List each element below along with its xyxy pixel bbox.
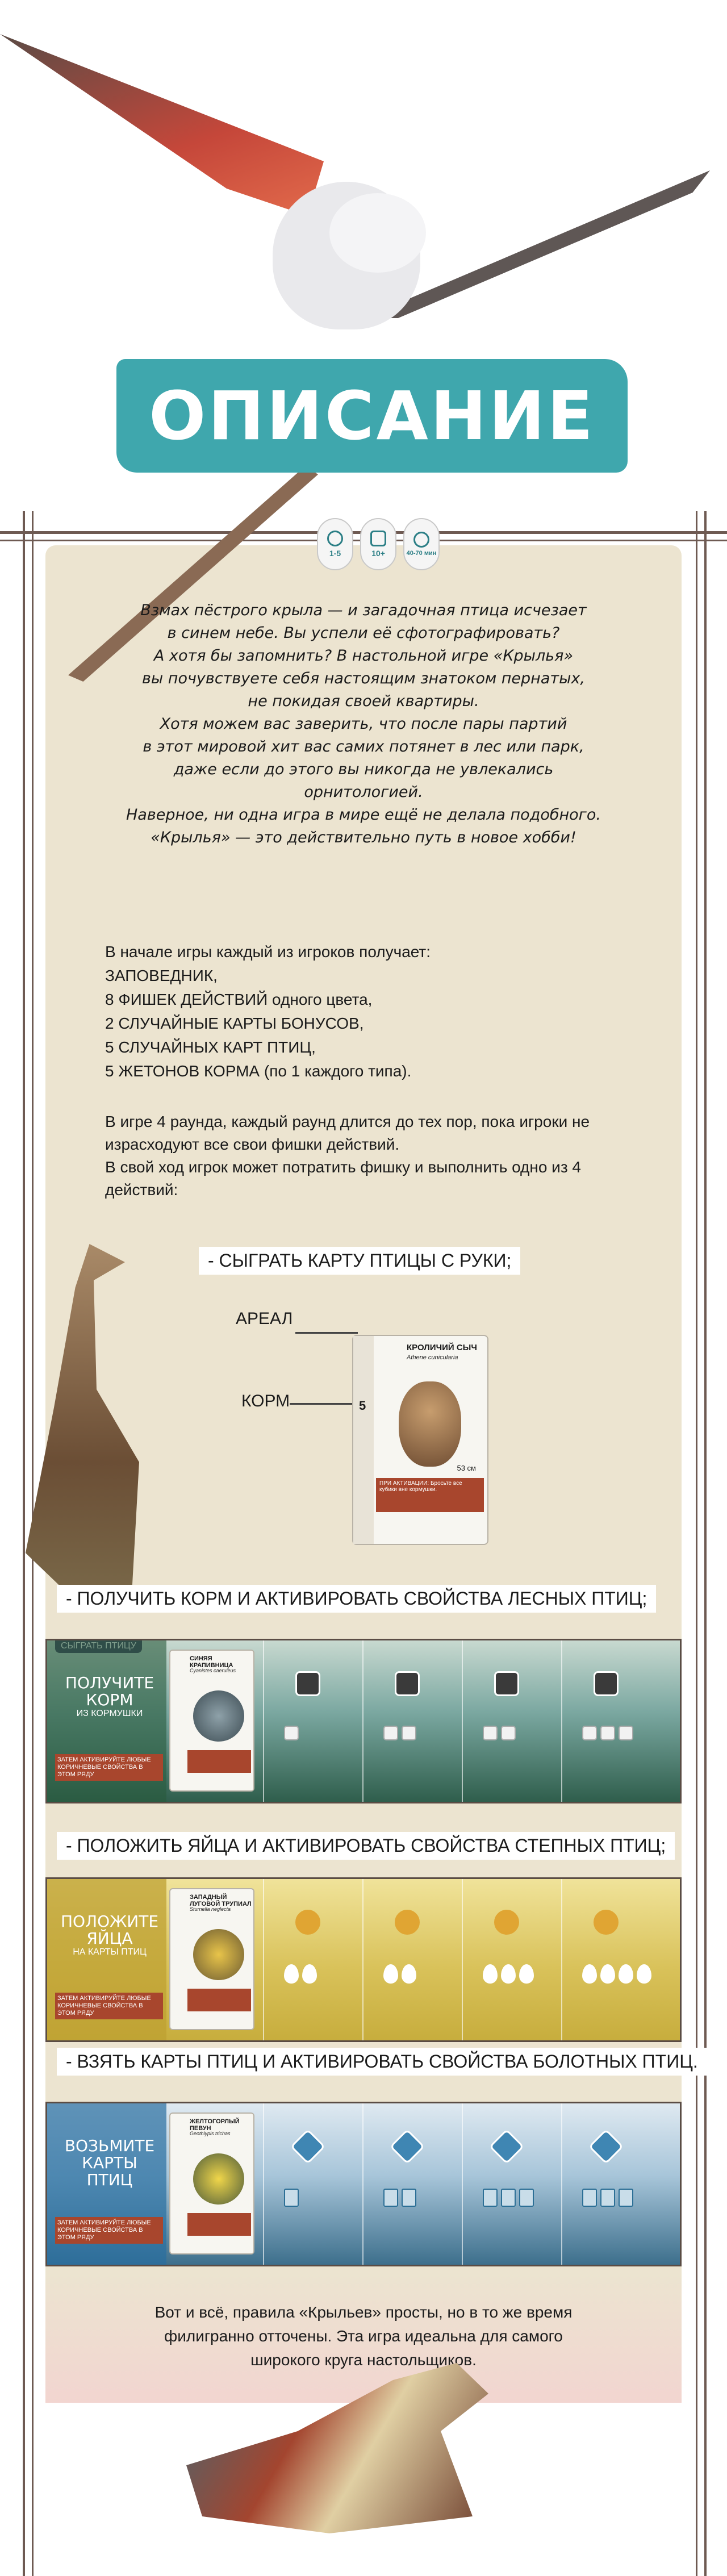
forest-slot-dice: [483, 1726, 516, 1740]
forest-slot-icon: [395, 1671, 420, 1696]
card-icon: [483, 2189, 498, 2207]
grassland-board: [45, 1877, 682, 2042]
setup-item: 2 СЛУЧАЙНЫЕ КАРТЫ БОНУСОВ,: [105, 1014, 364, 1032]
age-value: 10+: [371, 549, 385, 558]
wetland-slot: [462, 2103, 558, 2265]
intro-line: в этот мировой хит вас самих потянет в лес или парк,: [143, 738, 584, 755]
egg-icon: [402, 1964, 416, 1984]
card-icon: [519, 2189, 534, 2207]
egg-icon: [383, 1964, 398, 1984]
die: [383, 1726, 398, 1740]
forest-card-name: СИНЯЯ КРАПИВНИЦА: [190, 1655, 233, 1669]
grassland-slot-eggs: [383, 1964, 416, 1984]
egg-icon: [302, 1964, 317, 1984]
egg-icon: [582, 1964, 597, 1984]
grassland-card-power: [187, 1989, 251, 2011]
wetland-slot-cards: [383, 2189, 416, 2207]
intro-line: даже если до этого вы никогда не увлекались: [173, 761, 554, 778]
die: [284, 1726, 299, 1740]
clock-icon: [413, 532, 429, 548]
forest-slot-icon: [594, 1671, 619, 1696]
rules-paragraph-2: В свой ход игрок может потратить фишку и выполнить одно из 4 действий:: [105, 1158, 582, 1199]
forest-card-bird: [193, 1690, 244, 1742]
grassland-card-latin: Sturnella neglecta: [190, 1906, 231, 1912]
forest-slot: [561, 1640, 658, 1802]
wetland-bird-card: [169, 2112, 254, 2254]
wetland-slot-cards: [582, 2189, 633, 2207]
forest-bird-card: [169, 1650, 254, 1792]
forest-panel-sub: ИЗ КОРМУШКИ: [76, 1709, 143, 1718]
habitat-label: АРЕАЛ: [236, 1309, 293, 1328]
players-value: 1-5: [329, 549, 341, 558]
time-value: 40-70 мин: [406, 550, 437, 557]
owl-illustration: [399, 1381, 461, 1467]
setup-item: ЗАПОВЕДНИК,: [105, 967, 218, 984]
forest-slot: [263, 1640, 360, 1802]
bird-left-wing: [0, 34, 324, 216]
bird-card-points: 5: [359, 1398, 366, 1413]
bird-card-name: КРОЛИЧИЙ СЫЧ: [407, 1343, 477, 1352]
grassland-slot-icon: [295, 1910, 320, 1935]
setup-item: 5 СЛУЧАЙНЫХ КАРТ ПТИЦ,: [105, 1038, 316, 1056]
wetland-slot-icon: [390, 2129, 425, 2164]
egg-icon: [637, 1964, 651, 1984]
forest-board: [45, 1639, 682, 1803]
forest-panel: [47, 1640, 166, 1802]
outro-line: Вот и всё, правила «Крыльев» просты, но в то же время: [154, 2303, 573, 2321]
forest-panel-note: ЗАТЕМ АКТИВИРУЙТЕ ЛЮБЫЕ КОРИЧНЕВЫЕ СВОЙСТВА В ЭТОМ РЯДУ: [55, 1754, 163, 1781]
egg-icon: [519, 1964, 534, 1984]
card-icon: [501, 2189, 516, 2207]
grassland-slot: [263, 1879, 360, 2040]
intro-line: Наверное, ни одна игра в мире ещё не делала подобного.: [126, 806, 601, 824]
food-label: КОРМ: [241, 1392, 290, 1410]
wetland-card-name: ЖЕЛТОГОРЛЫЙ ПЕВУН: [190, 2118, 240, 2132]
habitat-arrow: [295, 1332, 358, 1334]
grassland-slot-eggs: [582, 1964, 651, 1984]
forest-panel-title: ПОЛУЧИТЕ КОРМ: [65, 1673, 154, 1709]
age-icon: [370, 531, 386, 546]
rules-paragraph-1: В игре 4 раунда, каждый раунд длится до тех пор, пока игроки не израсходуют все свои фишки действий.: [105, 1113, 590, 1153]
wetland-panel: [47, 2103, 166, 2265]
forest-slot: [362, 1640, 459, 1802]
forest-slot: [462, 1640, 558, 1802]
intro-line: «Крылья» — это действительно путь в новое хобби!: [151, 829, 576, 846]
wetland-card-power: [187, 2213, 251, 2236]
bird-card-power: ПРИ АКТИВАЦИИ: Бросьте все кубики вне кормушки.: [376, 1478, 484, 1512]
forest-slot-dice: [582, 1726, 633, 1740]
grassland-panel-note: ЗАТЕМ АКТИВИРУЙТЕ ЛЮБЫЕ КОРИЧНЕВЫЕ СВОЙСТВА В ЭТОМ РЯДУ: [55, 1993, 163, 2019]
wetland-slot-icon: [588, 2129, 624, 2164]
game-stats: [317, 518, 440, 570]
outro-text: [68, 2301, 659, 2372]
card-side-stripe: [353, 1336, 374, 1544]
outro-line: филигранно отточены. Эта игра идеальна для самого: [164, 2327, 563, 2345]
grassland-slot: [561, 1879, 658, 2040]
page-title: ОПИСАНИЕ: [149, 377, 595, 455]
wetland-card-latin: Geothlypis trichas: [190, 2131, 231, 2136]
action-gain-food: - ПОЛУЧИТЬ КОРМ И АКТИВИРОВАТЬ СВОЙСТВА ЛЕСНЫХ ПТИЦ;: [57, 1585, 656, 1613]
bird-card-size: 53 см: [457, 1464, 476, 1472]
die: [483, 1726, 498, 1740]
bird-card-latin: Athene cunicularia: [407, 1354, 458, 1361]
wetland-slot-cards: [284, 2189, 299, 2207]
action-play-card: - СЫГРАТЬ КАРТУ ПТИЦЫ С РУКИ;: [199, 1247, 520, 1275]
grassland-panel-sub: НА КАРТЫ ПТИЦ: [73, 1947, 147, 1957]
grassland-slot-eggs: [284, 1964, 317, 1984]
card-icon: [402, 2189, 416, 2207]
egg-icon: [600, 1964, 615, 1984]
forest-slot-icon: [295, 1671, 320, 1696]
card-icon: [619, 2189, 633, 2207]
frame-left-line: [23, 511, 25, 2576]
die: [582, 1726, 597, 1740]
die: [501, 1726, 516, 1740]
forest-slot-dice: [284, 1726, 299, 1740]
forest-card-latin: Cyanistes caeruleus: [190, 1668, 236, 1673]
wetland-slot: [362, 2103, 459, 2265]
time-stat: [403, 518, 440, 570]
wetland-slot: [561, 2103, 658, 2265]
die: [402, 1726, 416, 1740]
intro-line: вы почувствуете себя настоящим знатоком пернатых,: [141, 670, 585, 687]
card-icon: [582, 2189, 597, 2207]
setup-lead: В начале игры каждый из игроков получает:: [105, 943, 431, 961]
wetland-slot: [263, 2103, 360, 2265]
egg-icon: [501, 1964, 516, 1984]
card-icon: [284, 2189, 299, 2207]
bird-head: [329, 193, 426, 273]
outro-line: широкого круга настольщиков.: [250, 2351, 477, 2369]
wetland-panel-note: ЗАТЕМ АКТИВИРУЙТЕ ЛЮБЫЕ КОРИЧНЕВЫЕ СВОЙСТВА В ЭТОМ РЯДУ: [55, 2217, 163, 2244]
intro-text: [108, 599, 619, 849]
grassland-slot-icon: [395, 1910, 420, 1935]
setup-list: [105, 940, 616, 1083]
card-icon: [600, 2189, 615, 2207]
intro-line: не покидая своей квартиры.: [248, 692, 479, 710]
frame-right-line-2: [704, 511, 707, 2576]
age-stat: [360, 518, 396, 570]
frame-right-line: [696, 511, 697, 2576]
egg-icon: [483, 1964, 498, 1984]
grassland-bird-card: [169, 1888, 254, 2030]
grassland-slot: [362, 1879, 459, 2040]
intro-line: Хотя можем вас заверить, что после пары партий: [160, 715, 567, 733]
card-icon: [383, 2189, 398, 2207]
grassland-slot: [462, 1879, 558, 2040]
action-lay-eggs: - ПОЛОЖИТЬ ЯЙЦА И АКТИВИРОВАТЬ СВОЙСТВА СТЕПНЫХ ПТИЦ;: [57, 1832, 675, 1860]
players-stat: [317, 518, 353, 570]
title-banner: [116, 359, 628, 473]
wetland-slot-cards: [483, 2189, 534, 2207]
wetland-slot-icon: [489, 2129, 524, 2164]
egg-icon: [284, 1964, 299, 1984]
grassland-card-bird: [193, 1929, 244, 1980]
grassland-slot-icon: [594, 1910, 619, 1935]
die: [600, 1726, 615, 1740]
rules-text: [105, 1110, 633, 1201]
grassland-slot-icon: [494, 1910, 519, 1935]
wetland-slot-icon: [290, 2129, 325, 2164]
wetland-card-bird: [193, 2153, 244, 2205]
intro-line: Взмах пёстрого крыла — и загадочная птица исчезает: [140, 602, 587, 619]
bird-card-example: [352, 1335, 488, 1545]
forest-slot-dice: [383, 1726, 416, 1740]
wetland-panel-title: ВОЗЬМИТЕ КАРТЫ ПТИЦ: [64, 2136, 155, 2189]
forest-slot-icon: [494, 1671, 519, 1696]
food-arrow: [290, 1403, 355, 1405]
intro-line: орнитологией.: [304, 783, 423, 801]
players-icon: [327, 531, 343, 546]
grassland-slot-eggs: [483, 1964, 534, 1984]
grassland-card-name: ЗАПАДНЫЙ ЛУГОВОЙ ТРУПИАЛ: [190, 1894, 252, 1907]
intro-line: А хотя бы запомнить? В настольной игре «Крылья»: [153, 647, 574, 665]
grassland-panel-title: ПОЛОЖИТЕ ЯЙЦА: [60, 1912, 159, 1948]
forest-card-power: [187, 1750, 251, 1773]
egg-icon: [619, 1964, 633, 1984]
wetland-board: [45, 2102, 682, 2266]
grassland-panel: [47, 1879, 166, 2040]
setup-item: 5 ЖЕТОНОВ КОРМА (по 1 каждого типа).: [105, 1062, 412, 1080]
intro-line: в синем небе. Вы успели её сфотографировать?: [167, 624, 560, 642]
setup-item: 8 ФИШЕК ДЕЙСТВИЙ одного цвета,: [105, 991, 373, 1008]
die: [619, 1726, 633, 1740]
action-draw-cards: - ВЗЯТЬ КАРТЫ ПТИЦ И АКТИВИРОВАТЬ СВОЙСТВА БОЛОТНЫХ ПТИЦ.: [57, 2048, 707, 2076]
